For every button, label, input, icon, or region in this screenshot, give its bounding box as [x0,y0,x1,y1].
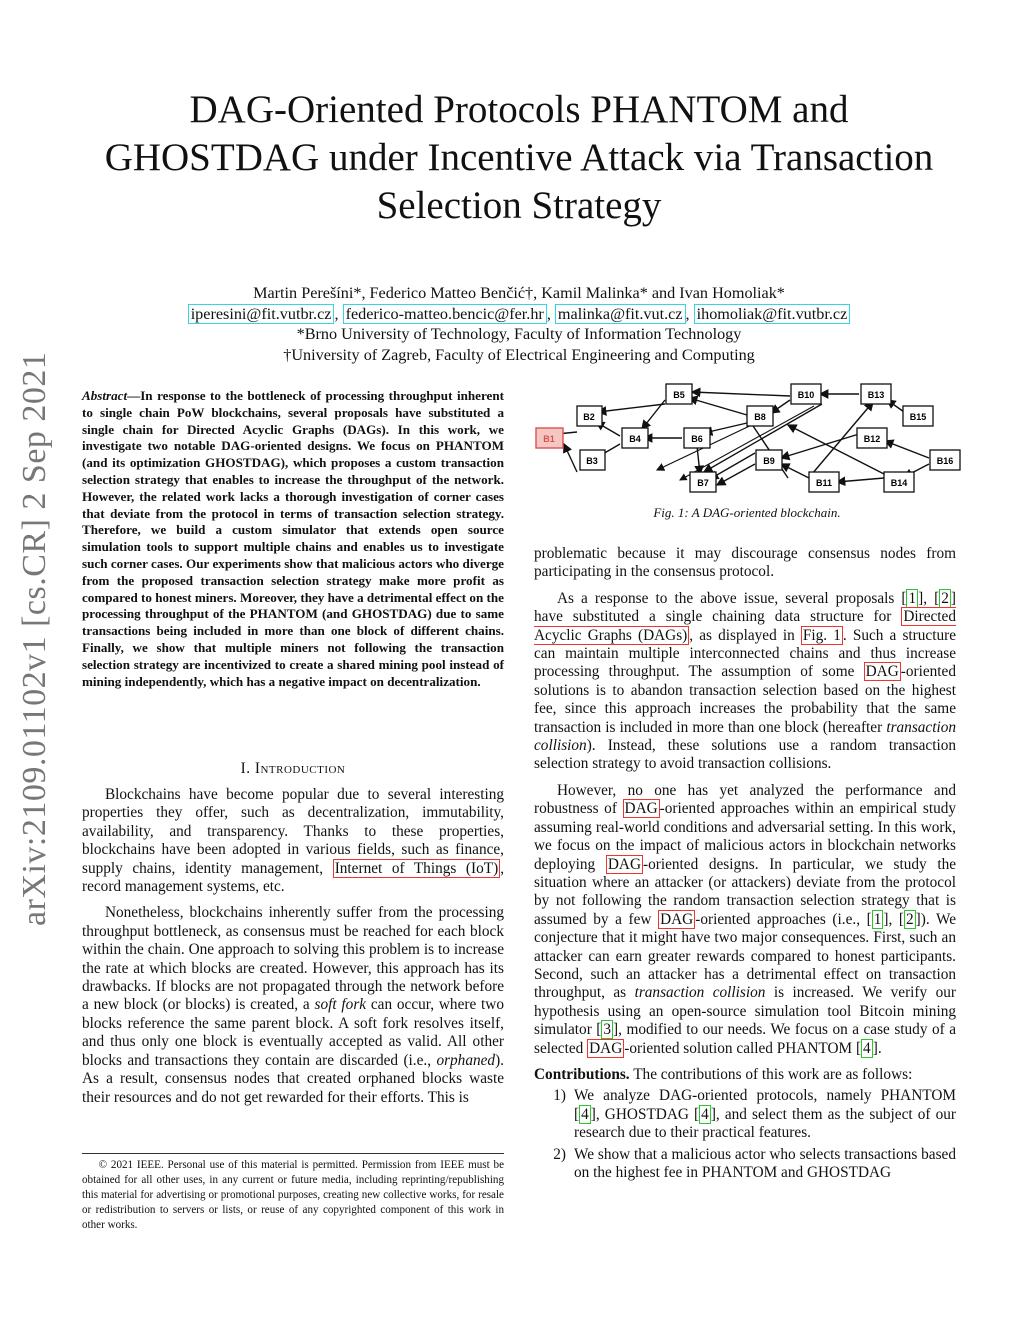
acronym-link-dag[interactable]: DAG [589,1039,623,1057]
list-item: 1) We analyze DAG-oriented protocols, namely PHANTOM [ 4 ], GHOSTDAG [ 4 ], and select them as the subject of our research due to their practical features. [553,1087,956,1142]
intro-paragraph-1: Blockchains have become popular due to several interesting properties they offer, such as decentralization, immutability, availability, and transparency. Thanks to these properties, blockchains have been adopted in various fields, such as finance, supply chains, identity management, Internet of Things (IoT) , record management systems, etc. [82,786,505,896]
dag-node-b12-label: B12 [863,434,881,444]
dag-node-b1-label: B1 [543,434,555,444]
acronym-link-dag[interactable]: DAG [660,910,694,928]
email-link[interactable]: ihomoliak@fit.vutbr.cz [694,304,851,324]
contributions-label: Contributions. [534,1065,630,1083]
citation-link[interactable]: 3 [603,1021,612,1039]
title-line-1: DAG-Oriented Protocols PHANTOM and [189,88,849,131]
author-block [60,283,978,365]
dag-node-b14-label: B14 [890,478,908,488]
dag-node-b2-label: B2 [583,412,595,422]
dag-nodes [536,384,960,492]
copyright-footnote: © 2021 IEEE. Personal use of this material is permitted. Permission from IEEE must be obtained for all other uses, in any current or future media, including reprinting/republishing this material for advertising or promotional purposes, creating new collective works, for resale or redistribution to servers or lists, or reuse of any copyrighted component of this work in other works. [82,1153,504,1233]
acronym-link-dag[interactable]: Directed Acyclic Graphs (DAGs) [534,608,956,644]
dag-node-b10-label: B10 [797,390,815,400]
section-heading-introduction [82,760,504,778]
contributions-list [534,1087,956,1182]
list-item: 2) We show that a malicious actor who selects transactions based on the highest fee in PHANTOM and GHOSTDAG [553,1145,956,1181]
right-paragraph-3: However, no one has yet analyzed the performance and robustness of DAG -oriented approaches within an empirical study assuming real-world conditions and adversarial setting. In this work, we focus on the impact of malicious actors in blockchain networks deploying DAG -oriented designs. In particular, we study the situation where an attacker (or attackers) deviate from the protocol by not following the random transaction selection strategy that is assumed by a few DAG -oriented approaches (i.e., [ 1 ], [ 2 ]). We conjecture that it might have two major consequences. First, such an attacker can earn greater rewards compared to honest participants. Second, such an attacker has a detrimental effect on transaction throughput, as transaction collision is increased. We verify our hypothesis using an open-source simulation tool Bitcoin mining simulator [ 3 ], modified to our needs. We focus on a case study of a selected DAG -oriented solution called PHANTOM [ 4 ]. [534,781,957,1057]
abstract [82,388,504,690]
contributions-intro: Contributions. The contributions of this work are as follows: [534,1065,913,1083]
paper-title [60,86,978,230]
acronym-link-iot[interactable]: Internet of Things (IoT) [334,859,499,877]
abstract-text: —In response to the bottleneck of processing throughput inherent to single chain PoW blockchains, several proposals have substituted a single chain for Directed Acyclic Graphs (DAGs). In this work, we investigate two notable DAG-oriented designs. We focus on PHANTOM (and its optimization GHOSTDAG), which proposes a custom transaction selection strategy that enables to increase the throughput of the network. However, the related work lacks a thorough investigation of corner cases that deviate from the protocol in terms of transaction selection strategy. Therefore, we build a custom simulator that extends open source simulation tools to support multiple chains and enables us to investigate such corner cases. Our experiments show that malicious actors who diverge from the proposed transaction selection strategy make more profit as compared to honest miners. Moreover, they have a detrimental effect on the processing throughput of the PHANTOM (and GHOSTDAG) due to same transactions being included in more than one block of different chains. Finally, we show that multiple miners not following the transaction selection strategy are incentivized to create a shared mining pool instead of mining independently, which has a negative impact on decentralization. [82,388,504,689]
dag-node-b5-label: B5 [673,390,685,400]
dag-node-b8-label: B8 [754,412,766,422]
email-link[interactable]: malinka@fit.vut.cz [555,304,686,324]
affiliation-zagreb: †University of Zagreb, Faculty of Electrical Engineering and Computing [283,345,755,364]
citation-link[interactable]: 4 [701,1105,709,1123]
email-list: iperesini@fit.vutbr.cz , federico-matteo.bencic@fer.hr , malinka@fit.vut.cz , ihomoliak@fit.vutbr.cz [60,304,978,325]
dag-node-b13-label: B13 [867,390,885,400]
citation-link[interactable]: 2 [941,589,949,607]
dag-node-b3-label: B3 [586,456,598,466]
dag-node-b7-label: B7 [697,478,709,488]
dag-node-b11-label: B11 [815,478,833,488]
right-paragraph-2: As a response to the above issue, several proposals [ 1 ], [ 2 ] have substituted a single chaining data structure for Directed Acyclic Graphs (DAGs) , as displayed in Fig. 1 . Such a structure can maintain multiple interconnected chains and thus increase processing throughput. The assumption of some DAG -oriented solutions is to abandon transaction selection based on the highest fee, since this approach increases the probability that the same transaction is included in more than one block (hereafter transaction collision). Instead, these solutions use a random transaction selection strategy to avoid transaction collisions. [534,589,957,773]
dag-node-b15-label: B15 [909,412,927,422]
figure-caption: Fig. 1: A DAG-oriented blockchain. [653,505,841,520]
citation-link[interactable]: 4 [581,1105,589,1123]
dag-figure [532,378,962,498]
dag-node-b6-label: B6 [691,434,703,444]
acronym-link-dag[interactable]: DAG [624,800,658,818]
affiliation-brno: *Brno University of Technology, Faculty of Information Technology [296,325,742,343]
dag-node-b9-label: B9 [763,456,775,466]
email-link[interactable]: federico-matteo.bencic@fer.hr [343,304,547,324]
abstract-label: Abstract [82,388,128,403]
arxiv-identifier: arXiv:2109.01102v1 [cs.CR] 2 Sep 2021 [16,351,53,926]
title-line-2: GHOSTDAG under Incentive Attack via Transaction [104,136,934,179]
left-column-intro [82,786,504,1107]
citation-link[interactable]: 4 [863,1039,871,1057]
section-number: I. [240,760,251,777]
figure-ref-link[interactable]: Fig. 1 [802,626,841,644]
right-column [534,545,956,1182]
right-paragraph-1: problematic because it may discourage consensus nodes from participating in the consensus protocol. [534,545,956,581]
dag-node-b16-label: B16 [936,456,954,466]
dag-node-b4-label: B4 [629,434,641,444]
acronym-link-dag[interactable]: DAG [865,663,899,681]
citation-link[interactable]: 2 [906,910,914,928]
email-link[interactable]: iperesini@fit.vutbr.cz [188,304,335,324]
section-title: Introduction [254,760,346,777]
intro-paragraph-2: Nonetheless, blockchains inherently suffer from the processing throughput bottleneck, as consensus must be reached for each block within the chain. One approach to solving this problem is to increase the rate at which blocks are created. However, this approach has its drawbacks. If blocks are not propagated through the network before a new block (or blocks) is created, a soft fork can occur, where two blocks reference the same parent block. A soft fork resolves itself, and thus only one block is eventually accepted as valid. All other blocks and transactions they contain are discarded (i.e., orphaned). As a result, consensus nodes that created orphaned blocks waste their resources and do not get rewarded for their efforts. This is [82,904,504,1106]
citation-link[interactable]: 1 [873,910,882,928]
author-names: Martin Perešíni*, Federico Matteo Benčić†, Kamil Malinka* and Ivan Homoliak* [253,284,785,302]
title-line-3: Selection Strategy [376,184,662,227]
citation-link[interactable]: 1 [908,589,917,607]
acronym-link-dag[interactable]: DAG [607,855,641,873]
